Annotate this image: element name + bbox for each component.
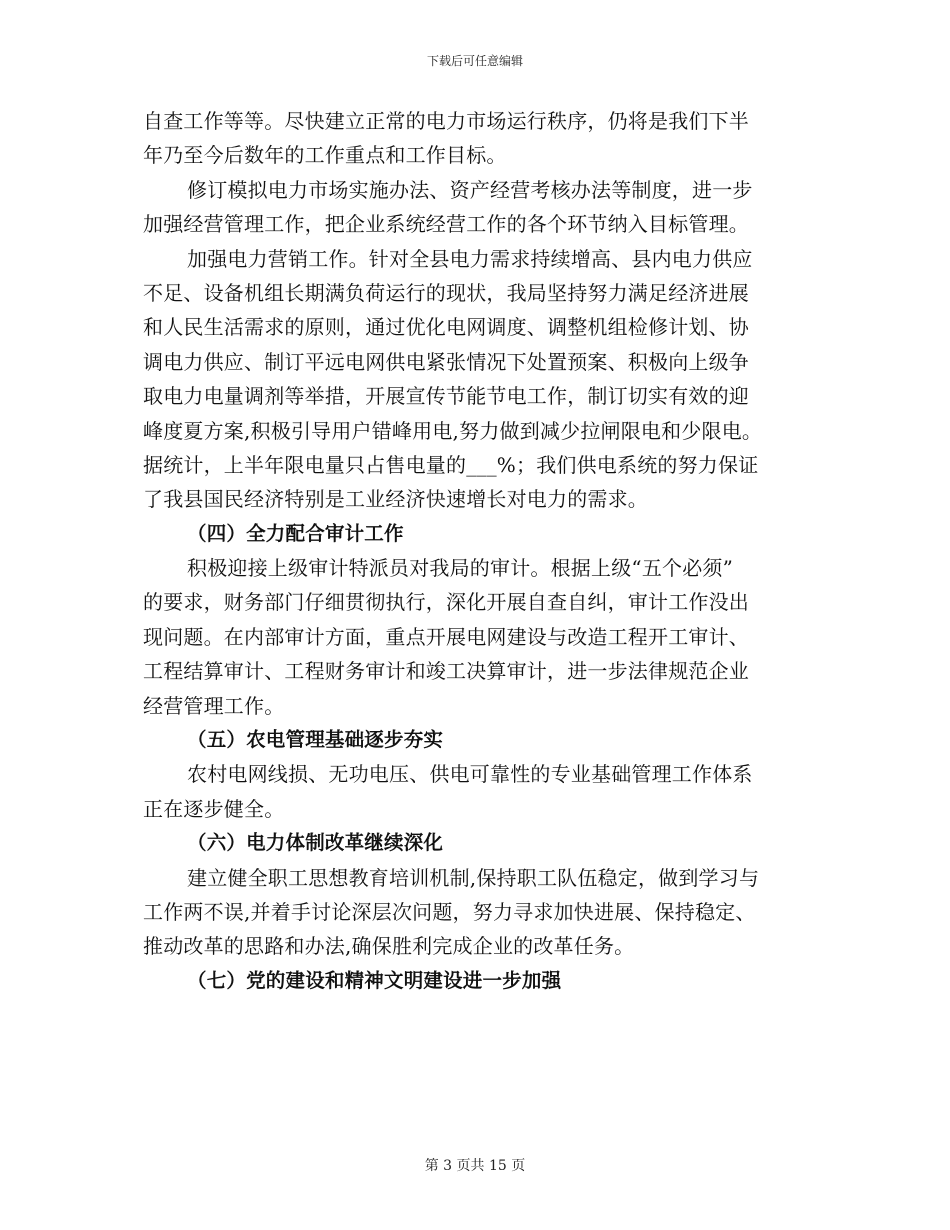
paragraph-first-line: 修订模拟电力市场实施办法、资产经营考核办法等制度，进一步 <box>187 177 753 202</box>
paragraph-first-line: 农村电网线损、无功电压、供电可靠性的专业基础管理工作体系 <box>187 762 753 787</box>
section-heading: （六）电力体制改革继续深化 <box>187 831 444 855</box>
section-heading: （五）农电管理基础逐步夯实 <box>187 728 444 752</box>
text-line: 不足、设备机组长期满负荷运行的现状，我局坚持努力满足经济进展 <box>143 280 749 305</box>
text-line: 加强经营管理工作，把企业系统经营工作的各个环节纳入目标管理。 <box>143 212 749 237</box>
paragraph-first-line: 建立健全职工思想教育培训机制,保持职工队伍稳定，做到学习与 <box>187 865 760 890</box>
paragraph-first-line: 积极迎接上级审计特派员对我局的审计。根据上级“五个必须” <box>187 556 734 581</box>
section-heading: （七）党的建设和精神文明建设进一步加强 <box>187 968 562 992</box>
text-line: 据统计，上半年限电量只占售电量的___%；我们供电系统的努力保证 <box>143 452 759 477</box>
text-line: 自查工作等等。尽快建立正常的电力市场运行秩序，仍将是我们下半 <box>143 109 749 133</box>
text-line: 取电力电量调剂等举措，开展宣传节能节电工作，制订切实有效的迎 <box>143 384 749 409</box>
page-footer: 第 3 页共 15 页 <box>424 1158 526 1174</box>
text-line: 和人民生活需求的原则，通过优化电网调度、调整机组检修计划、协 <box>143 315 749 340</box>
text-line: 正在逐步健全。 <box>143 796 285 821</box>
paragraph-first-line: 加强电力营销工作。针对全县电力需求持续增高、县内电力供应 <box>187 246 753 271</box>
text-line: 了我县国民经济特别是工业经济快速增长对电力的需求。 <box>143 487 648 512</box>
text-line: 的要求，财务部门仔细贯彻执行，深化开展自查自纠，审计工作没出 <box>143 590 749 615</box>
text-line: 工程结算审计、工程财务审计和竣工决算审计，进一步法律规范企业 <box>143 659 749 684</box>
text-line: 现问题。在内部审计方面，重点开展电网建设与改造工程开工审计、 <box>143 624 749 649</box>
text-line: 推动改革的思路和办法,确保胜利完成企业的改革任务。 <box>143 934 635 959</box>
page-header: 下载后可任意编辑 <box>426 54 523 68</box>
text-line: 调电力供应、制订平远电网供电紧张情况下处置预案、积极向上级争 <box>143 349 749 374</box>
section-heading: （四）全力配合审计工作 <box>187 521 404 545</box>
text-line: 峰度夏方案,积极引导用户错峰用电,努力做到减少拉闸限电和少限电。 <box>143 418 763 443</box>
text-line: 经营管理工作。 <box>143 693 285 718</box>
document-body <box>143 104 810 998</box>
text-line: 工作两不误,并着手讨论深层次问题，努力寻求加快进展、保持稳定、 <box>143 899 756 924</box>
text-line: 年乃至今后数年的工作重点和工作目标。 <box>143 143 507 168</box>
